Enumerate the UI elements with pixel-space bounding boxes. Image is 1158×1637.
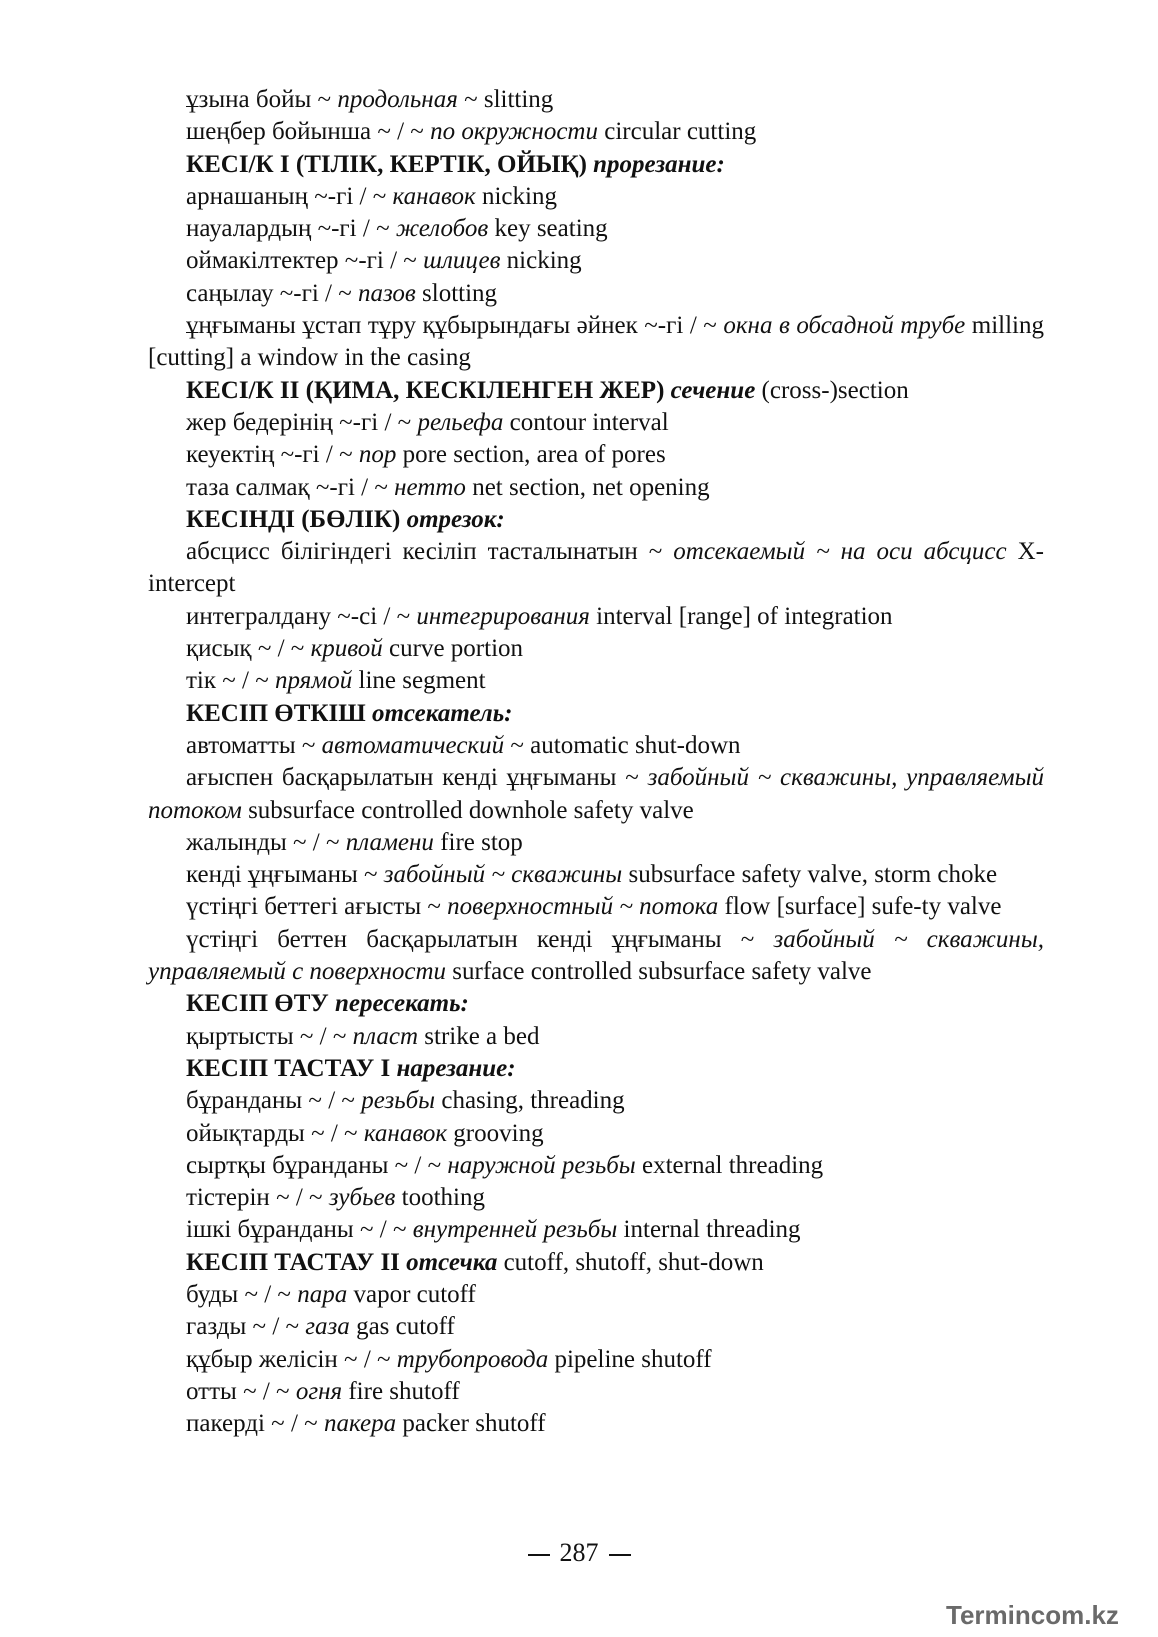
russian-phrase: внутренней резьбы [412, 1216, 618, 1244]
entry-heading [148, 375, 1044, 407]
entry-text: буды ~ / ~ [186, 1280, 298, 1308]
kazakh-term: КЕСІ/К I (ТІЛІК, КЕРТІК, ОЙЫҚ) [186, 150, 594, 178]
russian-phrase: поверхностный ~ потока [447, 893, 719, 921]
entry-text: strike a bed [418, 1022, 540, 1050]
kazakh-term: КЕСІ/К II (ҚИМА, КЕСКІЛЕНГЕН ЖЕР) [186, 376, 671, 404]
russian-phrase: пламени [345, 828, 434, 856]
entry-text: отты ~ / ~ [186, 1377, 296, 1405]
entry-text: key seating [488, 215, 608, 243]
russian-phrase: нетто [394, 473, 466, 501]
entry-line [148, 665, 1044, 697]
entry-text: науалардың ~-гі / ~ [186, 215, 396, 243]
entry-line [148, 762, 1044, 827]
entry-line [148, 439, 1044, 471]
russian-phrase: пара [297, 1280, 348, 1308]
entry-text: pipeline shutoff [548, 1345, 712, 1373]
russian-phrase: пор [358, 441, 397, 469]
entry-text: сыртқы бұранданы ~ / ~ [186, 1151, 448, 1179]
entry-line [148, 181, 1044, 213]
page-number-right-dash [609, 1554, 631, 1556]
entry-line [148, 1408, 1044, 1440]
entry-line [148, 1021, 1044, 1053]
entry-text: үстіңгі беттегі ағысты ~ [186, 893, 448, 921]
entry-line [148, 730, 1044, 762]
entry-line [148, 213, 1044, 245]
kazakh-term: КЕСІП ТАСТАУ I [186, 1054, 397, 1082]
russian-phrase: кривой [310, 635, 383, 663]
entry-text: құбыр желісін ~ / ~ [186, 1345, 397, 1373]
entry-heading [148, 504, 1044, 536]
entry-text: packer shutoff [396, 1410, 546, 1438]
entry-text: үстіңгі беттен басқарылатын кенді ұңғыманы ~ [186, 925, 774, 953]
russian-phrase: огня [295, 1377, 343, 1405]
entry-text: flow [surface] sufe-ty valve [718, 893, 1002, 921]
russian-phrase: пазов [358, 279, 416, 307]
entry-line [148, 1214, 1044, 1246]
russian-term: отсекатель: [371, 699, 513, 727]
entry-text: contour interval [503, 408, 669, 436]
russian-phrase: пласт [352, 1022, 419, 1050]
entry-heading [148, 1247, 1044, 1279]
entry-text: circular cutting [598, 118, 757, 146]
russian-phrase: окна в обсадной трубе [723, 312, 966, 340]
russian-phrase: трубопровода [396, 1345, 549, 1373]
russian-phrase: прямой [275, 667, 353, 695]
entry-text: fire shutoff [342, 1377, 460, 1405]
russian-phrase: резьбы [361, 1087, 436, 1115]
russian-phrase: зубьев [328, 1184, 396, 1212]
entry-text: interval [range] of integration [589, 602, 893, 630]
entry-text: ойықтарды ~ / ~ [186, 1119, 364, 1147]
entry-text: pore section, area of pores [396, 441, 666, 469]
entry-text: кенді ұңғыманы ~ [186, 861, 384, 889]
entry-line [148, 407, 1044, 439]
page-number-left-dash [528, 1554, 550, 1556]
entry-line [148, 601, 1044, 633]
russian-term: прорезание: [593, 150, 725, 178]
entry-line [148, 924, 1044, 989]
entry-line [148, 1085, 1044, 1117]
entry-line [148, 633, 1044, 665]
russian-term: пересекать: [335, 990, 469, 1018]
entry-text: gas cutoff [349, 1313, 455, 1341]
entry-line [148, 245, 1044, 277]
entry-text: тік ~ / ~ [186, 667, 276, 695]
entry-text: бұранданы ~ / ~ [186, 1087, 362, 1115]
entry-text: external threading [635, 1151, 824, 1179]
entry-line [148, 472, 1044, 504]
russian-phrase: пакера [323, 1410, 397, 1438]
entry-text: nicking [475, 182, 557, 210]
entry-line [148, 1182, 1044, 1214]
entry-text: ~ slitting [457, 86, 554, 113]
entry-line [148, 536, 1044, 601]
entry-text: шеңбер бойынша ~ / ~ [186, 118, 431, 146]
entry-line [148, 827, 1044, 859]
entry-text: ~ automatic shut-down [504, 731, 741, 759]
russian-phrase: канавок [392, 182, 476, 210]
entry-text: subsurface controlled downhole safety valve [241, 796, 694, 824]
entry-text: toothing [395, 1184, 485, 1212]
entry-text: қыртысты ~ / ~ [186, 1022, 353, 1050]
entry-text: net section, net opening [465, 473, 710, 501]
watermark-text: Termincom.kz [946, 1600, 1119, 1630]
entry-text: line segment [352, 667, 486, 695]
entry-text: кеуектің ~-гі / ~ [186, 441, 359, 469]
entry-heading [148, 1053, 1044, 1085]
page-number [0, 1538, 1158, 1568]
entry-text: абсцисс білігіндегі кесіліп тасталынатын ~ [186, 538, 674, 566]
entry-text: subsurface safety valve, storm choke [622, 861, 998, 889]
entry-text: curve portion [382, 635, 524, 663]
entry-text: жалынды ~ / ~ [186, 828, 346, 856]
entry-text: интегралдану ~-сі / ~ [186, 602, 417, 630]
kazakh-term: КЕСІНДІ (БӨЛІК) [186, 505, 407, 533]
entry-text: арнашаның ~-гі / ~ [186, 182, 393, 210]
entry-text: (cross-)section [755, 376, 909, 404]
russian-phrase: забойный ~ скважины, управляемый потоком [148, 764, 1044, 824]
entry-line [148, 310, 1044, 375]
entry-line [148, 1376, 1044, 1408]
russian-phrase: продольная [337, 86, 458, 113]
russian-phrase: интегрирования [416, 602, 590, 630]
entry-text: vapor cutoff [347, 1280, 476, 1308]
kazakh-term: КЕСІП ӨТУ [186, 990, 335, 1018]
entry-text: газды ~ / ~ [186, 1313, 306, 1341]
russian-phrase: канавок [363, 1119, 448, 1147]
entry-line [148, 1311, 1044, 1343]
dictionary-page-body [148, 84, 1044, 1440]
entry-heading [148, 149, 1044, 181]
page-number-text: 287 [559, 1538, 599, 1567]
entry-text: автоматты ~ [186, 731, 322, 759]
entry-text: slotting [415, 279, 498, 307]
entry-text: ұзына бойы ~ [186, 86, 338, 113]
entry-text: ішкі бұранданы ~ / ~ [186, 1216, 413, 1244]
entry-line [148, 84, 1044, 116]
entry-text: пакерді ~ / ~ [186, 1410, 324, 1438]
entry-line [148, 1279, 1044, 1311]
russian-term: сечение [670, 376, 756, 404]
entry-text: ағыспен басқарылатын кенді ұңғыманы ~ [186, 764, 648, 792]
entry-text: surface controlled subsurface safety valve [446, 958, 872, 986]
russian-phrase: по окружности [430, 118, 598, 146]
russian-phrase: рельефа [417, 408, 504, 436]
russian-term: отрезок: [406, 505, 505, 533]
entry-line [148, 1118, 1044, 1150]
entry-line [148, 278, 1044, 310]
entry-line [148, 116, 1044, 148]
russian-term: нарезание: [396, 1054, 516, 1082]
russian-phrase: отсекаемый ~ на оси абсцисс [673, 538, 1007, 566]
entry-text: таза салмақ ~-гі / ~ [186, 473, 395, 501]
entry-text: cutoff, shutoff, shut-down [497, 1248, 764, 1276]
entry-text: nicking [500, 247, 582, 275]
russian-phrase: шлицев [423, 247, 501, 275]
entry-heading [148, 698, 1044, 730]
entry-heading [148, 988, 1044, 1020]
entry-text: жер бедерінің ~-гі / ~ [186, 408, 418, 436]
entry-text: internal threading [617, 1216, 801, 1244]
russian-phrase: забойный ~ скважины [383, 861, 623, 889]
entry-line [148, 1150, 1044, 1182]
entry-text: оймакілтектер ~-гі / ~ [186, 247, 424, 275]
entry-text: chasing, threading [435, 1087, 625, 1115]
entry-line [148, 891, 1044, 923]
termincom-watermark-logo [946, 1598, 1151, 1632]
entry-line [148, 859, 1044, 891]
entry-text: grooving [447, 1119, 544, 1147]
entry-text: ұңғыманы ұстап тұру құбырындағы әйнек ~-гі / ~ [186, 312, 724, 340]
entry-text: қисық ~ / ~ [186, 635, 311, 663]
russian-phrase: автоматический [321, 731, 505, 759]
entry-text: milling [cutting] a window in the casing [148, 312, 1044, 372]
entry-text: саңылау ~-гі / ~ [186, 279, 358, 307]
russian-phrase: газа [305, 1313, 350, 1341]
russian-phrase: забойный ~ скважины, управляемый с поверхности [148, 925, 1044, 986]
entry-text: fire stop [433, 828, 523, 856]
kazakh-term: КЕСІП ӨТКІШ [186, 699, 372, 727]
russian-phrase: наружной резьбы [447, 1151, 636, 1179]
russian-term: отсечка [406, 1248, 498, 1276]
entry-text: X-intercept [148, 538, 1044, 598]
russian-phrase: желобов [395, 215, 489, 243]
entry-text: тістерін ~ / ~ [186, 1184, 329, 1212]
entry-line [148, 1344, 1044, 1376]
kazakh-term: КЕСІП ТАСТАУ II [186, 1248, 407, 1276]
